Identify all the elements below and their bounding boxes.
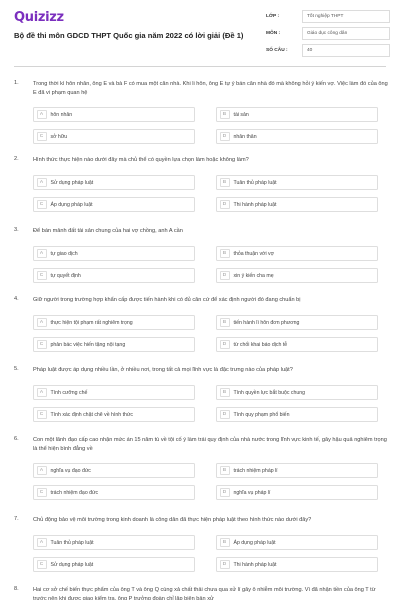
option-letter: C [37,560,47,569]
question-number: 3. [14,227,19,233]
answer-option-a[interactable] [33,246,195,261]
option-text: Tuân thủ pháp luật [233,179,277,186]
answer-option-d[interactable] [216,557,378,572]
option-text: Tuân thủ pháp luật [50,539,94,546]
option-text: sở hữu [50,133,68,140]
question-text: Trong thời kì hôn nhân, ông E và bà F có mua một căn nhà. Khi li hôn, ông E tự ý bán căn nhà đó mà không hỏi ý kiến vợ. Việc làm đó của ông E đã vi phạm quan hệ [33,81,388,96]
option-letter: A [37,249,47,258]
option-letter: B [220,249,230,258]
option-letter: B [220,466,230,475]
answer-option-a[interactable] [33,107,195,122]
answer-option-c[interactable] [33,337,195,352]
option-letter: C [37,410,47,419]
answer-option-a[interactable] [33,535,195,550]
meta-info [266,10,390,61]
option-letter: D [220,200,230,209]
option-text: Áp dụng pháp luật [50,201,93,208]
header-divider [14,66,386,67]
option-letter: B [220,538,230,547]
document-title: Bộ đề thi môn GDCD THPT Quốc gia năm 2022 có lời giải (Đề 1) [14,31,244,40]
option-text: Tính quyền lực bắt buộc chung [233,389,306,396]
option-letter: C [37,488,47,497]
answer-option-d[interactable] [216,268,378,283]
question-text: Hai cơ sở chế biến thực phẩm của ông T và ông Q cùng xả chất thải chưa qua xử lí gây ô nhiễm môi trường. Vì đã nhận tiền của ông T từ trước nên khi được giao kiểm tra, ông P trưởng đoàn chỉ lập biên bản xử [33,587,376,600]
answer-option-a[interactable] [33,385,195,400]
answer-option-c[interactable] [33,197,195,212]
question-number: 7. [14,516,19,522]
meta-row-subject [266,27,390,44]
option-text: tự giao dịch [50,250,78,257]
option-text: phản bác việc hiến tặng nội tạng [50,341,126,348]
meta-row-count [266,44,390,61]
option-letter: D [220,488,230,497]
question-number: 1. [14,80,19,86]
answer-option-c[interactable] [33,268,195,283]
answer-option-b[interactable] [216,463,378,478]
option-letter: C [37,271,47,280]
answer-option-c[interactable] [33,557,195,572]
answer-option-d[interactable] [216,337,378,352]
meta-label: LỚP : [266,14,280,19]
option-letter: D [220,340,230,349]
option-text: thỏa thuận với vợ [233,250,275,257]
option-text: Thi hành pháp luật [233,561,277,568]
answer-option-d[interactable] [216,197,378,212]
option-text: Áp dụng pháp luật [233,539,276,546]
option-text: xin ý kiến cha mẹ [233,272,274,279]
option-letter: A [37,318,47,327]
answer-option-b[interactable] [216,535,378,550]
answer-option-a[interactable] [33,463,195,478]
meta-value-count: 40 [302,44,390,57]
answer-option-c[interactable] [33,129,195,144]
document-header [0,0,400,66]
question-number: 6. [14,436,19,442]
meta-row-grade [266,10,390,27]
option-letter: C [37,200,47,209]
question-text: Để bán mảnh đất tài sản chung của hai vợ chồng, anh A cần [33,228,183,234]
option-letter: A [37,178,47,187]
option-text: Tính quy phạm phổ biến [233,411,290,418]
question-text: Chủ động bảo vệ môi trường trong kinh doanh là công dân đã thực hiện pháp luật theo hình thức nào dưới đây? [33,517,312,523]
option-text: Tính cưỡng chế [50,389,88,396]
answer-option-b[interactable] [216,175,378,190]
answer-option-c[interactable] [33,485,195,500]
option-letter: C [37,132,47,141]
option-text: tự quyết định [50,272,81,279]
option-letter: D [220,271,230,280]
answer-option-c[interactable] [33,407,195,422]
option-text: nghĩa vụ pháp lí [233,489,271,496]
answer-option-b[interactable] [216,315,378,330]
option-text: nhân thân [233,133,257,140]
option-letter: B [220,110,230,119]
option-text: tiến hành lì hôn đơn phương [233,319,300,326]
option-letter: D [220,410,230,419]
option-text: Tính xác định chặt chẽ về hình thức [50,411,133,418]
option-letter: B [220,388,230,397]
option-text: Sử dụng pháp luật [50,561,94,568]
question-text: Hình thức thực hiện nào dưới đây mà chủ thể có quyền lựa chọn làm hoặc không làm? [33,157,249,163]
meta-value-grade: Tốt nghiệp THPT [302,10,390,23]
question-text: Pháp luật được áp dụng nhiều lần, ở nhiều nơi, trong tất cả mọi lĩnh vực là đặc trưng nào của pháp luật? [33,367,293,373]
option-letter: D [220,560,230,569]
option-text: từ chối khai báo dịch tễ [233,341,288,348]
option-letter: A [37,110,47,119]
question-number: 8. [14,586,19,592]
option-letter: A [37,538,47,547]
meta-label: MÔN : [266,31,281,36]
question-text: Con một lãnh đạo cấp cao nhận mức án 15 năm tù về tội cố ý làm trái quy định của nhà nước trong lĩnh vực kinh tế, gây hậu quả nghiêm trọng là thể hiện bình đẳng về [33,437,387,452]
option-text: trách nhiệm pháp lí [233,467,278,474]
option-text: tài sản [233,111,249,118]
option-text: thực hiện tội phạm rất nghiêm trọng [50,319,133,326]
question-number: 2. [14,156,19,162]
option-letter: B [220,178,230,187]
answer-option-d[interactable] [216,407,378,422]
question-text: Giữ người trong trường hợp khẩn cấp được tiến hành khi có đủ căn cứ để xác định người đó đang chuẩn bị [33,297,301,303]
answer-option-d[interactable] [216,485,378,500]
meta-value-subject: Giáo dục công dân [302,27,390,40]
option-text: hôn nhân [50,111,73,118]
option-letter: D [220,132,230,141]
option-text: Sử dụng pháp luật [50,179,94,186]
answer-option-b[interactable] [216,107,378,122]
option-text: trách nhiệm đạo đức [50,489,99,496]
answer-option-d[interactable] [216,129,378,144]
option-letter: A [37,388,47,397]
option-letter: B [220,318,230,327]
meta-label: SỐ CÂU : [266,48,288,53]
option-letter: A [37,466,47,475]
option-text: Thi hành pháp luật [233,201,277,208]
quizizz-logo: Quizizz [14,10,64,25]
option-letter: C [37,340,47,349]
answer-option-a[interactable] [33,175,195,190]
question-number: 4. [14,296,19,302]
answer-option-b[interactable] [216,246,378,261]
answer-option-b[interactable] [216,385,378,400]
option-text: nghĩa vụ đạo đức [50,467,91,474]
answer-option-a[interactable] [33,315,195,330]
question-number: 5. [14,366,19,372]
